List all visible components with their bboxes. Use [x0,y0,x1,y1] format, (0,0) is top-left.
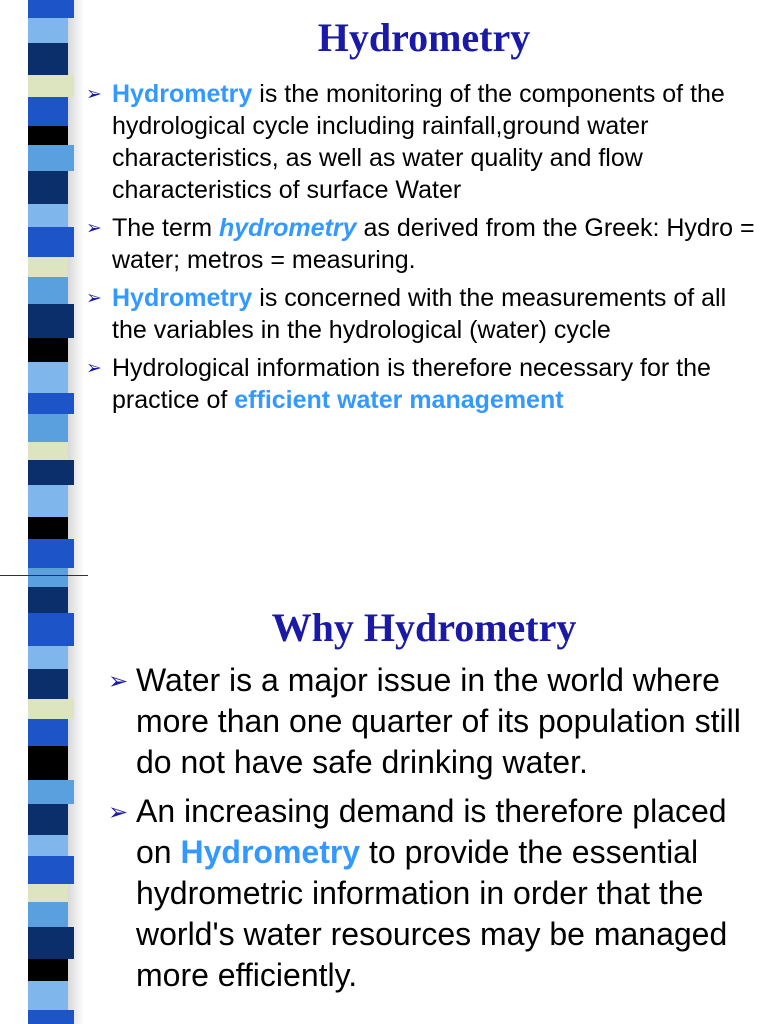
bullet-arrow-icon: ➢ [86,288,102,309]
strip-segment [28,780,74,804]
strip-segment [28,856,74,884]
strip-segment [28,338,68,362]
highlight-term: hydrometry [218,214,357,242]
highlight-term: Hydrometry [180,834,361,870]
bullet-arrow-icon: ➢ [86,358,102,379]
strip-segment [28,204,68,227]
decorative-color-strip [28,0,74,1024]
bullet-text: as derived from the Greek: Hydro = water; metros = measuring. [112,214,755,274]
strip-segment [28,414,68,442]
slide2-title: Why Hydrometry [271,605,577,650]
bullet-text: is concerned with the measurements of all the variables in the hydrological (water) cycle [112,284,727,344]
slide-divider [0,575,88,576]
strip-segment [28,362,68,393]
strip-segment [28,699,74,719]
slide2-bullet-1 [108,660,758,783]
strip-segment [28,927,74,959]
strip-segment [28,804,68,835]
strip-segment [28,442,68,460]
bullet-text-prefix: The term [112,214,219,242]
slide2-bullet-2 [108,791,758,996]
bullet-arrow-icon: ➢ [86,84,102,105]
highlight-term: Hydrometry [112,80,253,108]
slide1-title: Hydrometry [317,15,531,60]
strip-segment [28,539,74,568]
strip-segment [28,97,68,126]
strip-segment [28,393,74,414]
strip-segment [28,145,74,171]
strip-segment [28,902,68,927]
slide1-bullet-3 [86,282,756,346]
strip-segment [28,669,68,699]
strip-segment [28,517,68,539]
strip-segment [28,485,68,517]
bullet-text: is the monitoring of the components of the hydrological cycle including rainfall,ground water characteristics, as well as water quality and flow characteristics of surface Water [112,80,725,204]
strip-segment [28,959,68,981]
strip-segment [28,171,68,204]
bullet-arrow-icon: ➢ [108,668,129,695]
strip-segment [28,568,68,587]
highlight-term: Hydrometry [112,284,253,312]
bullet-arrow-icon: ➢ [86,218,102,239]
bullet-text-prefix: An increasing demand is therefore placed on [136,793,727,870]
strip-segment [28,75,74,97]
slide1-bullet-1 [86,78,756,206]
bullet-text: Water is a major issue in the world where more than one quarter of its population still do not have safe drinking water. [136,662,741,780]
strip-segment [28,746,68,780]
slide1-bullet-2 [86,212,756,276]
strip-segment [28,304,74,338]
bullet-text: to provide the essential hydrometric information in order that the world's water resources may be managed more efficiently. [136,834,728,993]
strip-segment [28,257,68,277]
strip-segment [28,460,74,485]
bullet-arrow-icon: ➢ [108,799,129,826]
highlight-term: efficient water management [234,386,564,414]
slide1-bullet-4 [86,352,756,416]
bullet-text-prefix: Hydrological information is therefore necessary for the practice of [112,354,711,414]
strip-segment [28,1010,74,1024]
strip-segment [28,981,68,1010]
slide2-bullet-list [108,660,758,1004]
strip-segment [28,719,68,746]
strip-segment [28,884,68,902]
strip-segment [28,227,74,257]
slide1-bullet-list [86,78,756,422]
strip-segment [28,277,68,304]
strip-segment [28,126,68,145]
strip-segment [28,835,68,856]
